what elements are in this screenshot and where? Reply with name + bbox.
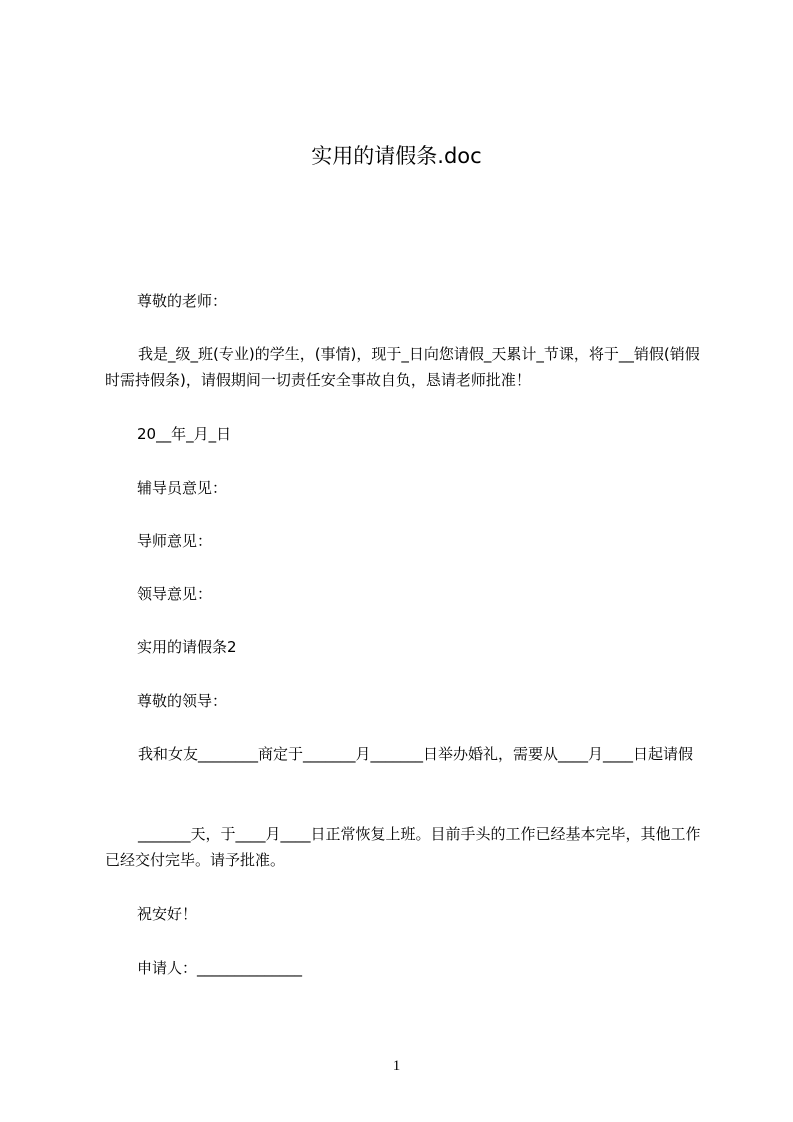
page-number: 1 [392,1058,401,1074]
wedding-leave-body-1: 我和女友________商定于_______月_______日举办婚礼，需要从____月____日起请假 [138,745,694,763]
date-line: 20__年_月_日 [137,425,232,443]
document-title: 实用的请假条.doc [311,144,482,168]
counselor-opinion: 辅导员意见： [137,479,228,497]
salutation-leader: 尊敬的领导： [137,692,228,710]
section-heading: 实用的请假条2 [137,638,237,656]
applicant-line: 申请人：______________ [137,959,303,977]
leader-opinion: 领导意见： [137,585,213,603]
closing-wishes: 祝安好！ [137,905,198,923]
wedding-leave-body-2: _______天，于____月____日正常恢复上班。目前手头的工作已经基本完毕，其他工作已经交付完毕。请予批准。 [105,825,701,869]
supervisor-opinion: 导师意见： [137,532,213,550]
salutation-teacher: 尊敬的老师： [137,292,228,310]
leave-request-body: 我是_级_班(专业)的学生，(事情)，现于_日向您请假_天累计_节课，将于__销假(销假时需持假条)，请假期间一切责任安全事故自负，恳请老师批准！ [105,345,700,389]
